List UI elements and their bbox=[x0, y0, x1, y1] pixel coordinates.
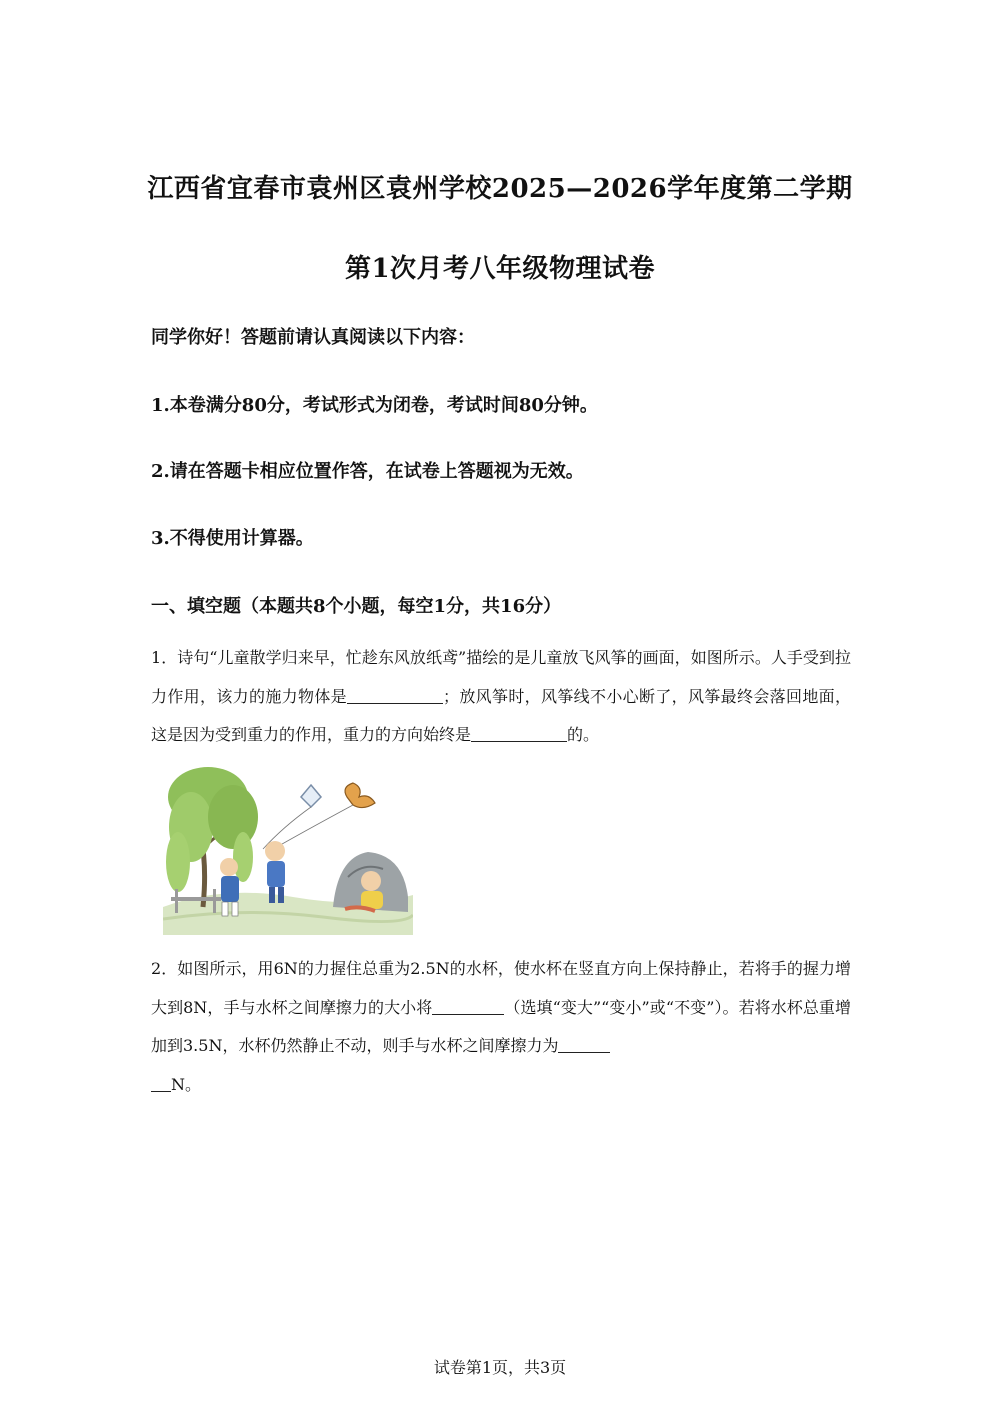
notice-greeting: 同学你好！答题前请认真阅读以下内容： bbox=[151, 327, 475, 348]
answer-blank bbox=[432, 996, 504, 1015]
question-2-text-b: （选填“变大”“变小”或“不变”）。若将水杯总重增加到3.5N，水杯仍然静止不动，则手与水杯之间摩擦力为 bbox=[151, 997, 851, 1055]
page-footer: 试卷第1页，共3页 bbox=[433, 1358, 567, 1377]
section-heading-fill-in: 一、填空题（本题共8个小题，每空1分，共16分） bbox=[151, 596, 562, 617]
answer-blank bbox=[151, 1073, 171, 1092]
notice-item-1: 1.本卷满分80分，考试形式为闭卷，考试时间80分钟。 bbox=[151, 395, 598, 416]
question-1 bbox=[151, 639, 851, 755]
notice-item-2: 2.请在答题卡相应位置作答，在试卷上答题视为无效。 bbox=[151, 461, 584, 482]
question-2 bbox=[151, 950, 851, 1104]
question-1-text-a: 1．诗句“儿童散学归来早，忙趁东风放纸鸢”描绘的是儿童放飞风筝的画面，如图所示。人手受到拉力作用，该力的施力物体是 bbox=[151, 648, 851, 706]
question-1-text-b: ；放风筝时，风筝线不小心断了，风筝最终会落回地面，这是因为受到重力的作用，重力的方向始终是 bbox=[151, 686, 851, 744]
answer-blank bbox=[471, 723, 567, 742]
notice-item-3: 3.不得使用计算器。 bbox=[151, 528, 314, 549]
answer-blank bbox=[558, 1034, 610, 1053]
exam-title-line1: 江西省宜春市袁州区袁州学校2025—2026学年度第二学期 bbox=[147, 174, 853, 204]
question-2-text-c: N。 bbox=[171, 1074, 202, 1094]
exam-title-line2: 第1次月考八年级物理试卷 bbox=[344, 254, 656, 284]
question-2-text-a: 2．如图所示，用6N的力握住总重为2.5N的水杯，使水杯在竖直方向上保持静止，若将手的握力增大到8N，手与水杯之间摩擦力的大小将 bbox=[151, 959, 851, 1017]
kite-flying-illustration bbox=[163, 757, 413, 935]
answer-blank bbox=[347, 685, 443, 704]
question-1-text-c: 的。 bbox=[567, 725, 600, 744]
